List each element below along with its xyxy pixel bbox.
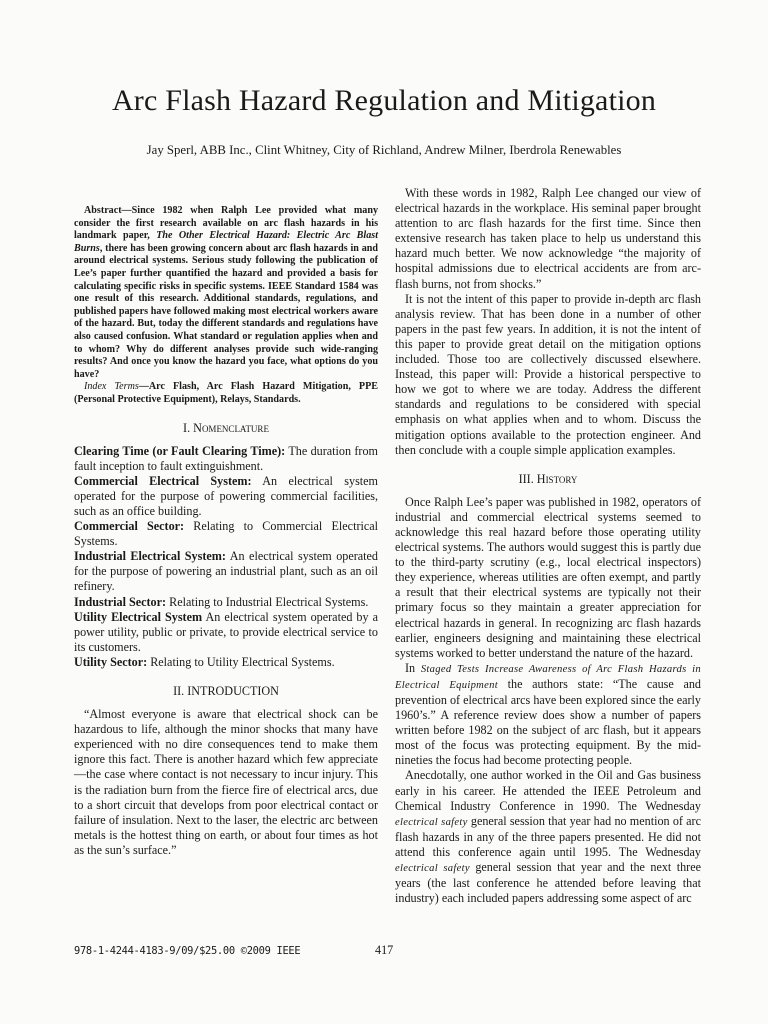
nomenclature-item: Commercial Sector: Relating to Commercial Electrical Systems.	[74, 519, 379, 549]
nomenclature-item: Commercial Electrical System: An electrical system operated for the purpose of powering commercial facilities, such as an office building.	[74, 473, 378, 518]
nomenclature-item: Industrial Electrical System: An electrical system operated for the purpose of powering an industrial plant, such as an oil refinery.	[74, 549, 379, 594]
abstract: Abstract—Since 1982 when Ralph Lee provided what many consider the first research available on arc flash hazards in his landmark paper, The Other Electrical Hazard: Electric Arc Blast Burns, there has been growing concern about arc flash hazards in and around electrical systems. Serious study following the publication of Lee’s paper further quantified the hazard and provided a basis for calculating specific risks in specific systems. IEEE Standard 1584 was one result of this research. Additional standards, regulations, and published papers have followed making most electrical workers aware of the hazard. But, today the different standards and regulations have also caused confusion. What standard or regulation applies when and to whom? Why do different analyses provide such wide-ranging results? And once you know the hazard you face, what options do you have?	[74, 205, 379, 380]
nomenclature-item: Clearing Time (or Fault Clearing Time): The duration from fault inception to fault extinguishment.	[74, 443, 378, 473]
section-heading-history: III. History	[518, 471, 578, 486]
author-list: Jay Sperl, ABB Inc., Clint Whitney, City of Richland, Andrew Milner, Iberdrola Renewables	[146, 143, 622, 157]
nomenclature-item: Industrial Sector: Relating to Industrial Electrical Systems.	[74, 594, 369, 609]
history-paragraph-2: In Staged Tests Increase Awareness of Arc Flash Hazards in Electrical Equipment the authors state: “The cause and prevention of electrical arcs have been explored since the early 1960’s.” A reference review does show a number of papers written before 1982 on the subject of arc flash, but it appears most of the focus was protecting equipment. By the mid-nineties the focus had become protecting people.	[395, 660, 702, 768]
intro-paragraph-1: With these words in 1982, Ralph Lee changed our view of electrical hazards in the workplace. His seminal paper brought attention to arc flash hazards for the first time. Since then extensive research has taken place to help us understand this hazard much better. We now acknowledge “the majority of hospital admissions due to electrical accidents are from arc-flash burns, not from shocks.”	[395, 186, 701, 291]
page-number: 417	[375, 943, 394, 957]
paper-title: Arc Flash Hazard Regulation and Mitigation	[111, 84, 657, 117]
section-heading-introduction: II. INTRODUCTION	[173, 684, 279, 698]
index-terms: Index Terms—Arc Flash, Arc Flash Hazard Mitigation, PPE (Personal Protective Equipment), Relays, Standards.	[74, 381, 378, 405]
history-paragraph-1: Once Ralph Lee’s paper was published in 1982, operators of industrial and commercial electrical systems seemed to acknowledge this real hazard before those operating utility electrical systems. The authors would suggest this is partly due to the third-party scrutiny (e.g., local electrical inspectors) they experience, whereas utilities are often exempt, and partly a result that their electrical systems are typically not their primary focus so they maintain a greater appreciation for electrical hazards in general. In recognizing arc flash hazards earlier, engineers designing and maintaining these electrical systems worked to better understand the nature of the hazard.	[395, 494, 701, 660]
introduction-paragraph: “Almost everyone is aware that electrical shock can be hazardous to life, although the minor shocks that many have experienced with no dire consequences tend to make them ignore this fact. There is another hazard which few appreciate—the case where contact is not necessary to incur injury. This is the radiation burn from the fierce fire of electrical arcs, due to a short circuit that develops from poor electrical contact or failure of insulation. Next to the laser, the electric arc between metals is the hottest thing on earth, or about four times as hot as the sun’s surface.”	[74, 707, 378, 857]
nomenclature-item: Utility Sector: Relating to Utility Electrical Systems.	[74, 654, 335, 669]
left-column	[74, 186, 378, 858]
right-column	[395, 186, 701, 906]
nomenclature-item: Utility Electrical System An electrical system operated by a power utility, public or private, to provide electrical service to its customers.	[74, 609, 378, 654]
nomenclature-list	[74, 444, 378, 670]
section-heading-nomenclature: I. Nomenclature	[183, 420, 269, 435]
footer-isbn: 978-1-4244-4183-9/09/$25.00 ©2009 IEEE	[74, 945, 301, 957]
intro-paragraph-2: It is not the intent of this paper to provide in-depth arc flash analysis review. That has been done in a number of other papers in the past few years. In addition, it is not the intent of this paper to provide great detail on the mitigation options included. Those too are collectively discussed elsewhere. Instead, this paper will: Provide a historical perspective to how we got to where we are today. Address the different standards and regulations to be considered with special emphasis on what applies when and to whom. Discuss the mitigation options available to the protection engineer. And then conclude with a couple simple application examples.	[395, 291, 701, 457]
history-paragraph-3: Anecdotally, one author worked in the Oil and Gas business early in his career. He attended the IEEE Petroleum and Chemical Industry Conference in 1990. The Wednesday electrical safety general session that year had no mention of arc flash hazards in any of the three papers presented. He did not attend this conference again until 1995. The Wednesday electrical safety general session that year and the next three years (the last conference he attended before leaving that industry) each included papers addressing some aspect of arc	[395, 768, 701, 906]
